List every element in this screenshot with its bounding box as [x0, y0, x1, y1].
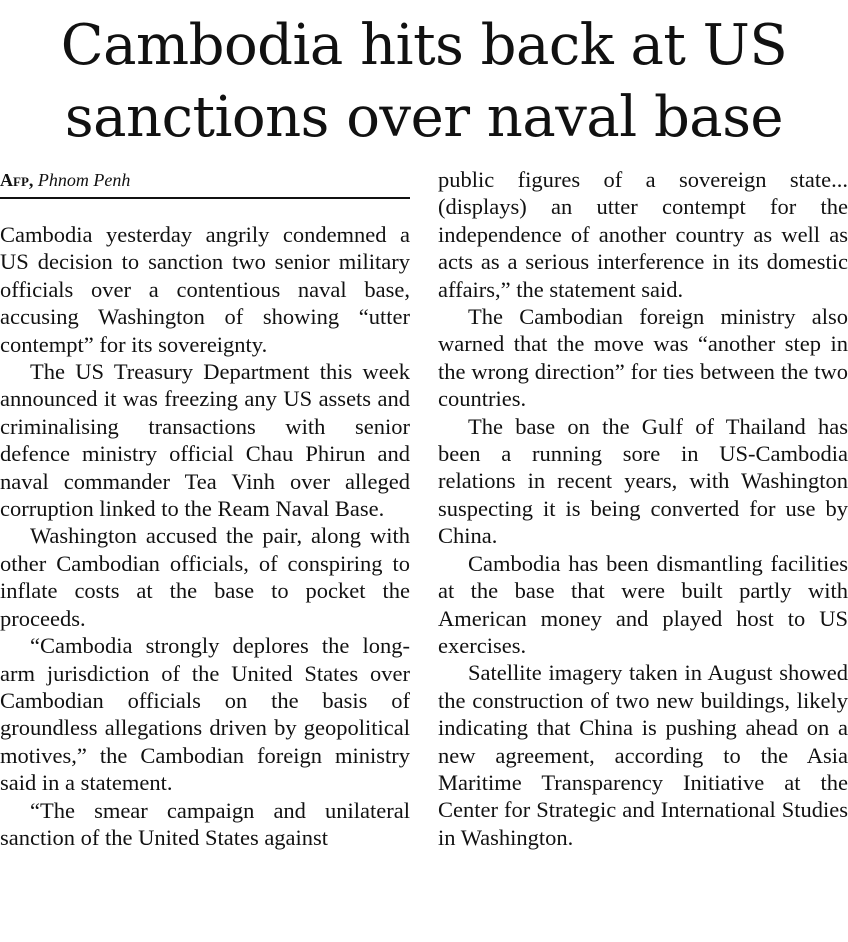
column-left: [0, 221, 410, 851]
byline-location: Phnom Penh: [37, 170, 131, 190]
paragraph: Cambodia yesterday angrily condemned a US decision to sanction two senior military officials over a contentious naval base, accusing Washington of showing “utter contempt” for its sovereignty.: [0, 222, 410, 357]
paragraph: public figures of a sovereign state... (displays) an utter contempt for the independence of another country as well as acts as a serious interference in its domestic affairs,” the statement said.: [438, 167, 848, 302]
paragraph: Washington accused the pair, along with other Cambodian officials, of conspiring to inflate costs at the base to pocket the proceeds.: [0, 523, 410, 631]
paragraph: Cambodia has been dismantling facilities at the base that were built partly with American money and played host to US exercises.: [438, 550, 848, 658]
paragraph: The base on the Gulf of Thailand has been a running sore in US-Cambodia relations in recent years, with Washington suspecting it is being converted for use by China.: [438, 413, 848, 549]
paragraph: The US Treasury Department this week announced it was freezing any US assets and criminalising transactions with senior defence ministry official Chau Phirun and naval commander Tea Vinh over alleged corruption linked to the Ream Naval Base.: [0, 359, 410, 522]
headline-line-2: sanctions over naval base: [64, 85, 784, 150]
byline-agency: Afp,: [0, 170, 34, 190]
headline-line-1: Cambodia hits back at US: [60, 13, 788, 78]
paragraph: Satellite imagery taken in August showed the construction of two new buildings, likely indicating that China is pushing ahead on a new agreement, according to the Asia Maritime Transparency Initiative at the Center for Strategic and International Studies in Washington.: [438, 660, 848, 850]
headline: [0, 10, 848, 154]
paragraph: The Cambodian foreign ministry also warned that the move was “another step in the wrong direction” for ties between the two countries.: [438, 304, 848, 412]
byline: [0, 168, 410, 199]
paragraph: “Cambodia strongly deplores the long-arm jurisdiction of the United States over Cambodian officials on the basis of groundless allegations driven by geopolitical motives,” the Cambodian foreign ministry said in a statement.: [0, 633, 410, 796]
column-right: [438, 166, 848, 851]
paragraph: “The smear campaign and unilateral sanction of the United States against: [0, 797, 410, 850]
